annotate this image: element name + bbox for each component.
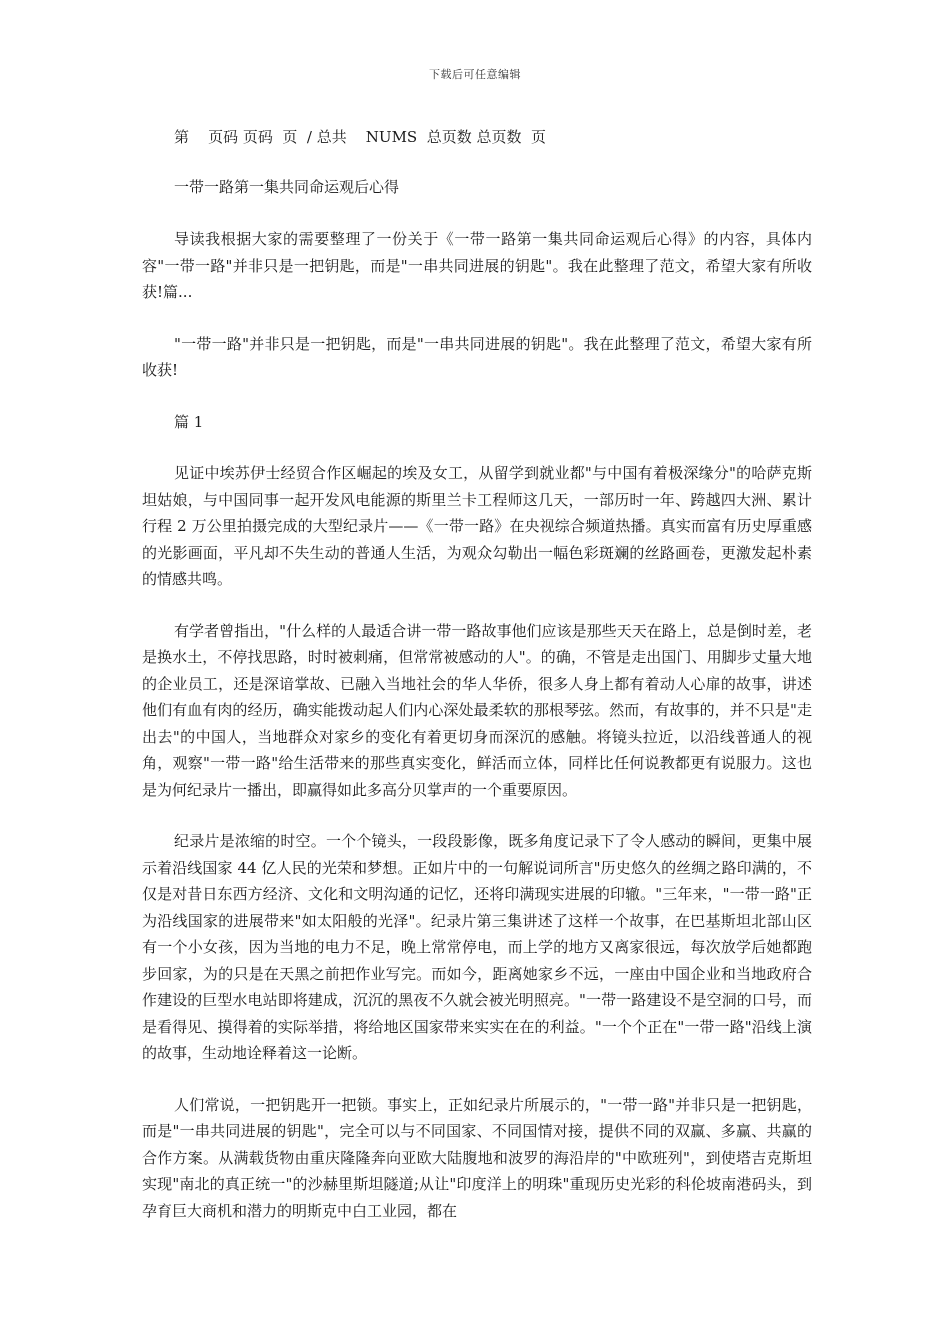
body-paragraph-4: 人们常说，一把钥匙开一把锁。事实上，正如纪录片所展示的，"一带一路"并非只是一把钥匙，而是"一串共同进展的钥匙"，完全可以与不同国家、不同国情对接，提供不同的双赢、多赢、共赢的合作方案。从满载货物由重庆隆隆奔向亚欧大陆腹地和波罗的海沿岸的"中欧班列"，到使塔吉克斯坦实现"南北的真正统一"的沙赫里斯坦隧道;从让"印度洋上的明珠"重现历史光彩的科伦坡南港码头，到孕育巨大商机和潜力的明斯克中白工业园，都在	[142, 1095, 812, 1220]
body-paragraph-1: 见证中埃苏伊士经贸合作区崛起的埃及女工，从留学到就业都"与中国有着极深缘分"的哈萨克斯坦姑娘，与中国同事一起开发风电能源的斯里兰卡工程师这几天，一部历时一年、跨越四大洲、累计行程 2 万公里拍摄完成的大型纪录片——《一带一路》在央视综合频道热播。真实而富有历史厚重感的光影画面，平凡却不失生动的普通人生活，为观众勾勒出一幅色彩斑斓的丝路画卷，更激发起朴素的情感共鸣。	[142, 464, 812, 588]
section-label: 篇 1	[174, 412, 204, 431]
body-paragraph-2: 有学者曾指出，"什么样的人最适合讲一带一路故事他们应该是那些天天在路上，总是倒时差，老是换水土，不停找思路，时时被刺痛，但常常被感动的人"。的确，不管是走出国门、用脚步丈量大地的企业员工，还是深谙掌故、已融入当地社会的华人华侨，很多人身上都有着动人心扉的故事，讲述他们有血有肉的经历，确实能拨动起人们内心深处最柔软的那根琴弦。然而，有故事的，并不只是"走出去"的中国人，当地群众对家乡的变化有着更切身而深沉的感触。将镜头拉近，以沿线普通人的视角，观察"一带一路"给生活带来的那些真实变化，鲜活而立体，同样比任何说教都更有说服力。这也是为何纪录片一播出，即赢得如此多高分贝掌声的一个重要原因。	[142, 621, 812, 799]
document-body	[142, 226, 812, 1249]
page-number-line: 第 页码 页码 页 / 总共 NUMS 总页数 总页数 页	[174, 128, 547, 146]
header-note: 下载后可任意编辑	[429, 68, 521, 81]
document-title: 一带一路第一集共同命运观后心得	[174, 178, 400, 196]
summary-paragraph: "一带一路"并非只是一把钥匙，而是"一串共同进展的钥匙"。我在此整理了范文，希望大家有所收获!	[142, 334, 812, 379]
body-paragraph-3: 纪录片是浓缩的时空。一个个镜头，一段段影像，既多角度记录下了令人感动的瞬间，更集中展示着沿线国家 44 亿人民的光荣和梦想。正如片中的一句解说词所言"历史悠久的丝绸之路印满的，不仅是对昔日东西方经济、文化和文明沟通的记忆，还将印满现实进展的印辙。"三年来，"一带一路"正为沿线国家的进展带来"如太阳般的光泽"。纪录片第三集讲述了这样一个故事，在巴基斯坦北部山区有一个小女孩，因为当地的电力不足，晚上常常停电，而上学的地方又离家很远，每次放学后她都跑步回家，为的只是在天黑之前把作业写完。而如今，距离她家乡不远，一座由中国企业和当地政府合作建设的巨型水电站即将建成，沉沉的黑夜不久就会被光明照亮。"一带一路建设不是空洞的口号，而是看得见、摸得着的实际举措，将给地区国家带来实实在在的利益。"一个个正在"一带一路"沿线上演的故事，生动地诠释着这一论断。	[142, 832, 812, 1062]
intro-paragraph: 导读我根据大家的需要整理了一份关于《一带一路第一集共同命运观后心得》的内容，具体内容"一带一路"并非只是一把钥匙，而是"一串共同进展的钥匙"。我在此整理了范文，希望大家有所收获!篇...	[142, 230, 812, 301]
